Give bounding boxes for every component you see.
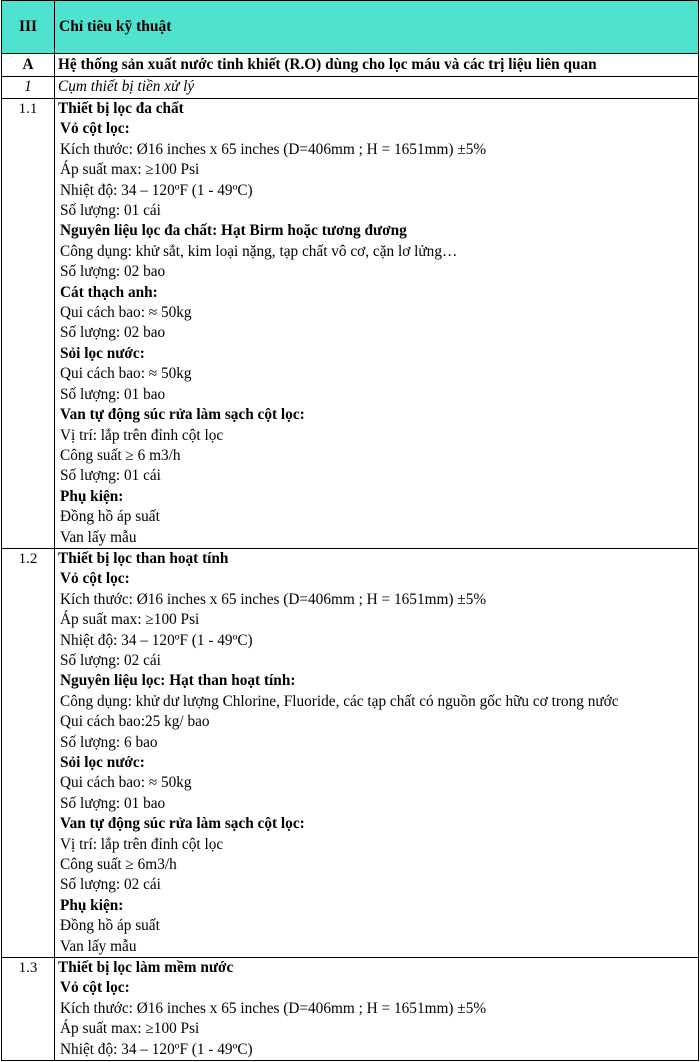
spec-line: Công suất ≥ 6 m3/h xyxy=(60,446,181,464)
spec-line: Công dụng: khử dư lượng Chlorine, Fluoride, các tạp chất có nguồn gốc hữu cơ trong nước xyxy=(60,692,619,710)
spec-line: Số lượng: 02 cái xyxy=(60,876,161,894)
subsection-heading: Van tự động súc rửa làm sạch cột lọc: xyxy=(60,815,305,833)
table-header-row xyxy=(2,1,699,54)
item-title: Thiết bị lọc than hoạt tính xyxy=(58,549,229,567)
section-1-title: Cụm thiết bị tiền xử lý xyxy=(55,77,699,99)
spec-line: Số lượng: 01 cái xyxy=(60,202,161,220)
subsection-heading: Vỏ cột lọc: xyxy=(60,979,130,997)
item-content xyxy=(55,548,699,957)
header-label: Chỉ tiêu kỹ thuật xyxy=(55,1,699,54)
item-number: 1.1 xyxy=(2,99,55,549)
spec-line: Số lượng: 01 bao xyxy=(60,385,166,403)
spec-line: Qui cách bao: ≈ 50kg xyxy=(60,774,192,792)
spec-line: Số lượng: 6 bao xyxy=(60,733,158,751)
spec-line: Số lượng: 02 cái xyxy=(60,651,161,669)
section-a-row xyxy=(2,54,699,77)
section-a-title: Hệ thống sản xuất nước tinh khiết (R.O) dùng cho lọc máu và các trị liệu liên quan xyxy=(55,54,699,77)
subsection-heading: Vỏ cột lọc: xyxy=(60,120,130,138)
subsection-heading: Phụ kiện: xyxy=(60,487,124,505)
subsection-heading: Cát thạch anh: xyxy=(60,283,158,301)
spec-line: Vị trí: lắp trên đỉnh cột lọc xyxy=(60,426,224,444)
spec-line: Công dụng: khử sắt, kim loại nặng, tạp chất vô cơ, cặn lơ lửng… xyxy=(60,242,458,260)
item-row xyxy=(2,548,699,957)
spec-line: Đồng hồ áp suất xyxy=(60,917,160,935)
spec-line: Số lượng: 02 bao xyxy=(60,263,166,281)
spec-line: Kích thước: Ø16 inches x 65 inches (D=406mm ; H = 1651mm) ±5% xyxy=(60,999,487,1017)
subsection-heading: Nguyên liệu lọc đa chất: Hạt Birm hoặc tương đương xyxy=(60,222,407,240)
spec-line: Van lấy mẫu xyxy=(60,528,137,546)
header-number: III xyxy=(2,1,55,54)
spec-line: Kích thước: Ø16 inches x 65 inches (D=406mm ; H = 1651mm) ±5% xyxy=(60,590,487,608)
spec-line: Qui cách bao: ≈ 50kg xyxy=(60,304,192,322)
spec-line: Qui cách bao: ≈ 50kg xyxy=(60,365,192,383)
item-content xyxy=(55,958,699,1061)
item-content xyxy=(55,99,699,549)
spec-line: Áp suất max: ≥100 Psi xyxy=(60,161,200,179)
item-number: 1.3 xyxy=(2,958,55,1061)
subsection-heading: Nguyên liệu lọc: Hạt than hoạt tính: xyxy=(60,672,296,690)
section-a-number: A xyxy=(2,54,55,77)
subsection-heading: Sỏi lọc nước: xyxy=(60,754,145,771)
spec-line: Áp suất max: ≥100 Psi xyxy=(60,611,200,629)
subsection-heading: Van tự động súc rửa làm sạch cột lọc: xyxy=(60,406,305,424)
subsection-heading: Sỏi lọc nước: xyxy=(60,344,145,362)
spec-line: Vị trí: lắp trên đỉnh cột lọc xyxy=(60,835,224,853)
spec-table xyxy=(1,0,699,1061)
subsection-heading: Phụ kiện: xyxy=(60,896,124,914)
spec-line: Nhiệt độ: 34 – 120ºF (1 - 49ºC) xyxy=(60,631,253,649)
spec-line: Đồng hồ áp suất xyxy=(60,508,160,526)
spec-line: Kích thước: Ø16 inches x 65 inches (D=406mm ; H = 1651mm) ±5% xyxy=(60,140,487,158)
spec-line: Số lượng: 02 bao xyxy=(60,324,166,342)
spec-line: Nhiệt độ: 34 – 120ºF (1 - 49ºC) xyxy=(60,1040,253,1058)
spec-line: Qui cách bao:25 kg/ bao xyxy=(60,713,210,731)
section-1-number: 1 xyxy=(2,77,55,99)
item-title: Thiết bị lọc đa chất xyxy=(58,100,184,117)
spec-line: Số lượng: 01 bao xyxy=(60,794,166,812)
spec-line: Nhiệt độ: 34 – 120ºF (1 - 49ºC) xyxy=(60,181,253,199)
item-title: Thiết bị lọc làm mềm nước xyxy=(58,959,234,977)
item-row xyxy=(2,99,699,549)
section-1-row xyxy=(2,77,699,99)
spec-line: Công suất ≥ 6m3/h xyxy=(60,856,177,874)
item-number: 1.2 xyxy=(2,548,55,957)
spec-line: Áp suất max: ≥100 Psi xyxy=(60,1020,200,1038)
spec-line: Van lấy mẫu xyxy=(60,937,137,955)
item-row xyxy=(2,958,699,1061)
spec-line: Số lượng: 01 cái xyxy=(60,467,161,485)
subsection-heading: Vỏ cột lọc: xyxy=(60,570,130,588)
